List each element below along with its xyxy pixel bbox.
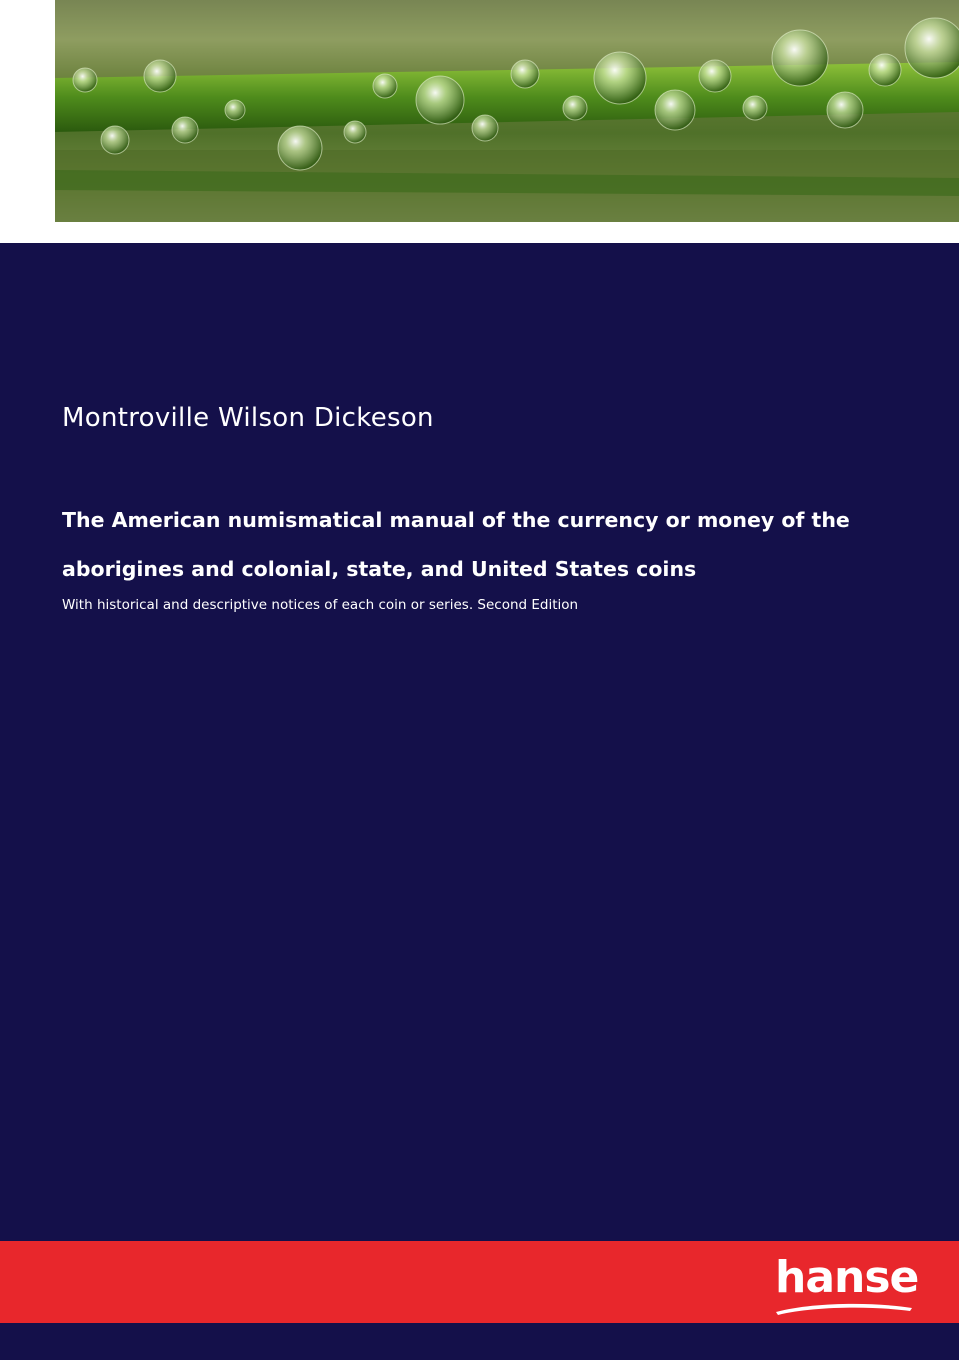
publisher-logo-text: hanse [775, 1252, 919, 1303]
cover-panel [0, 243, 959, 1241]
book-title: The American numismatical manual of the currency or money of the aborigines and colonial, state, and United States coins [62, 508, 850, 581]
dewdrops-on-grass-photo [55, 0, 959, 222]
cover-photo [55, 0, 959, 222]
author-name: Montroville Wilson Dickeson [62, 403, 434, 433]
book-subtitle: With historical and descriptive notices of each coin or series. Second Edition [62, 597, 579, 613]
hanse-logo-icon [774, 1300, 914, 1316]
bottom-band [0, 1323, 959, 1360]
